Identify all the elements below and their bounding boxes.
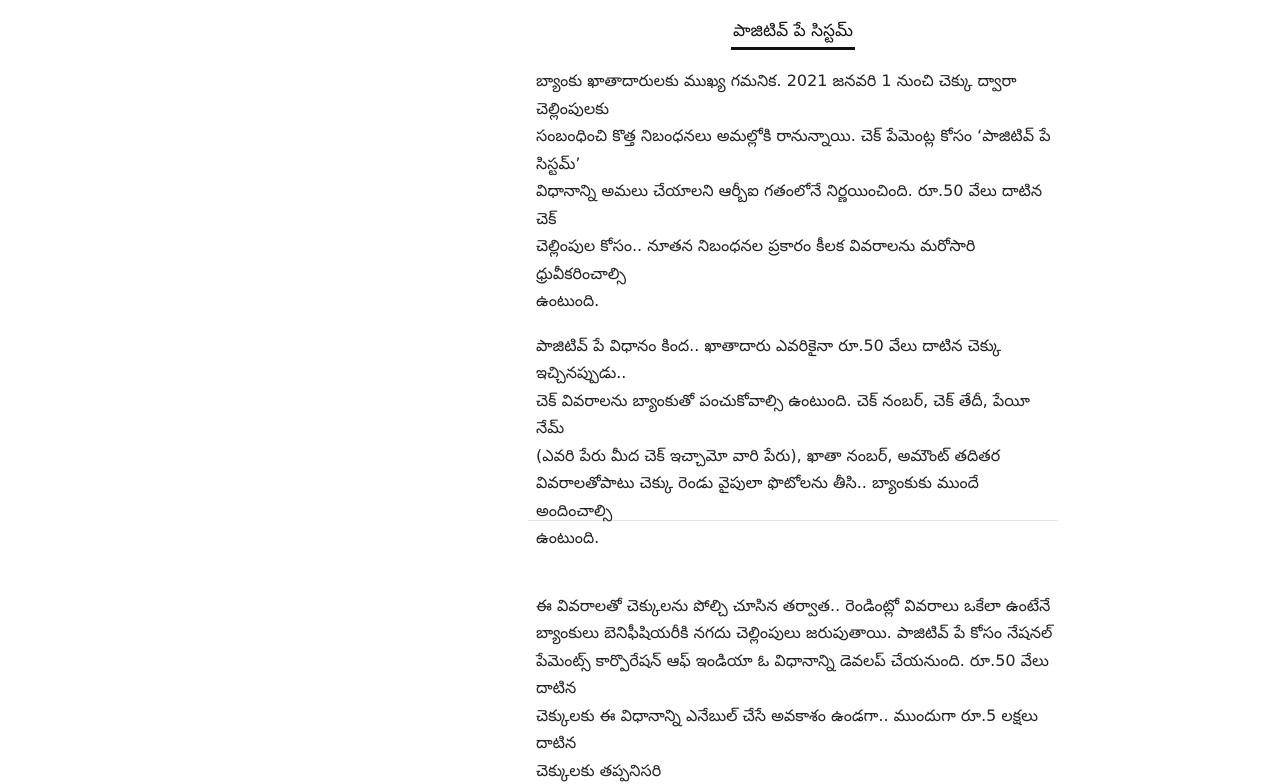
article-title: పాజిటివ్ పే సిస్టమ్: [731, 12, 855, 50]
article-paragraph-2: పాజిటివ్ పే విధానం కింద.. ఖాతాదారు ఎవరికైనా రూ.50 వేలు దాటిన చెక్కు ఇచ్చినప్పుడు.. చెక్ వివరాలను బ్యాంకుతో పంచుకోవాల్సి ఉంటుంది. చెక్ నంబర్, చెక్ తేదీ, పేయీ నేమ్ (ఎవరి పేరు మీద చెక్ ఇచ్చామో వారి పేరు), ఖాతా నంబర్, అమౌంట్ తదితర వివరాలతోపాటు చెక్కు రెండు వైపులా ఫొటోలను తీసి.. బ్యాంకుకు ముందే అందించాల్సి ఉంటుంది.: [528, 332, 1058, 552]
title-wrap: [528, 12, 1058, 50]
article-paragraph-3: ఈ వివరాలతో చెక్కులను పోల్చి చూసిన తర్వాత.. రెండింట్లో వివరాలు ఒకేలా ఉంటేనే బ్యాంకులు బెనిఫీషియరీకి నగదు చెల్లింపులు జరుపుతాయి. పాజిటివ్ పే కోసం నేషనల్ పేమెంట్స్ కార్పొరేషన్ ఆఫ్ ఇండియా ఓ విధానాన్ని డెవలప్ చేయనుంది. రూ.50 వేలు దాటిన చెక్కులకు ఈ విధానాన్ని ఎనేబుల్ చేసే అవకాశం ఉండగా.. ముందుగా రూ.5 లక్షలు దాటిన చెక్కులకు తప్పనిసరి: [528, 592, 1058, 784]
article-paragraph-1: బ్యాంకు ఖాతాదారులకు ముఖ్య గమనిక. 2021 జనవరి 1 నుంచి చెక్కు ద్వారా చెల్లింపులకు సంబంధించి కొత్త నిబంధనలు అమల్లోకి రానున్నాయి. చెక్ పేమెంట్ల కోసం ‘పాజిటివ్ పే సిస్టమ్’ విధానాన్ని అమలు చేయాలని ఆర్బీఐ గతంలోనే నిర్ణయించింది. రూ.50 వేలు దాటిన చెక్ చెల్లింపుల కోసం.. నూతన నిబంధనల ప్రకారం కీలక వివరాలను మరోసారి ధ్రువీకరించాల్సి ఉంటుంది.: [528, 67, 1058, 315]
article: [528, 12, 1058, 521]
